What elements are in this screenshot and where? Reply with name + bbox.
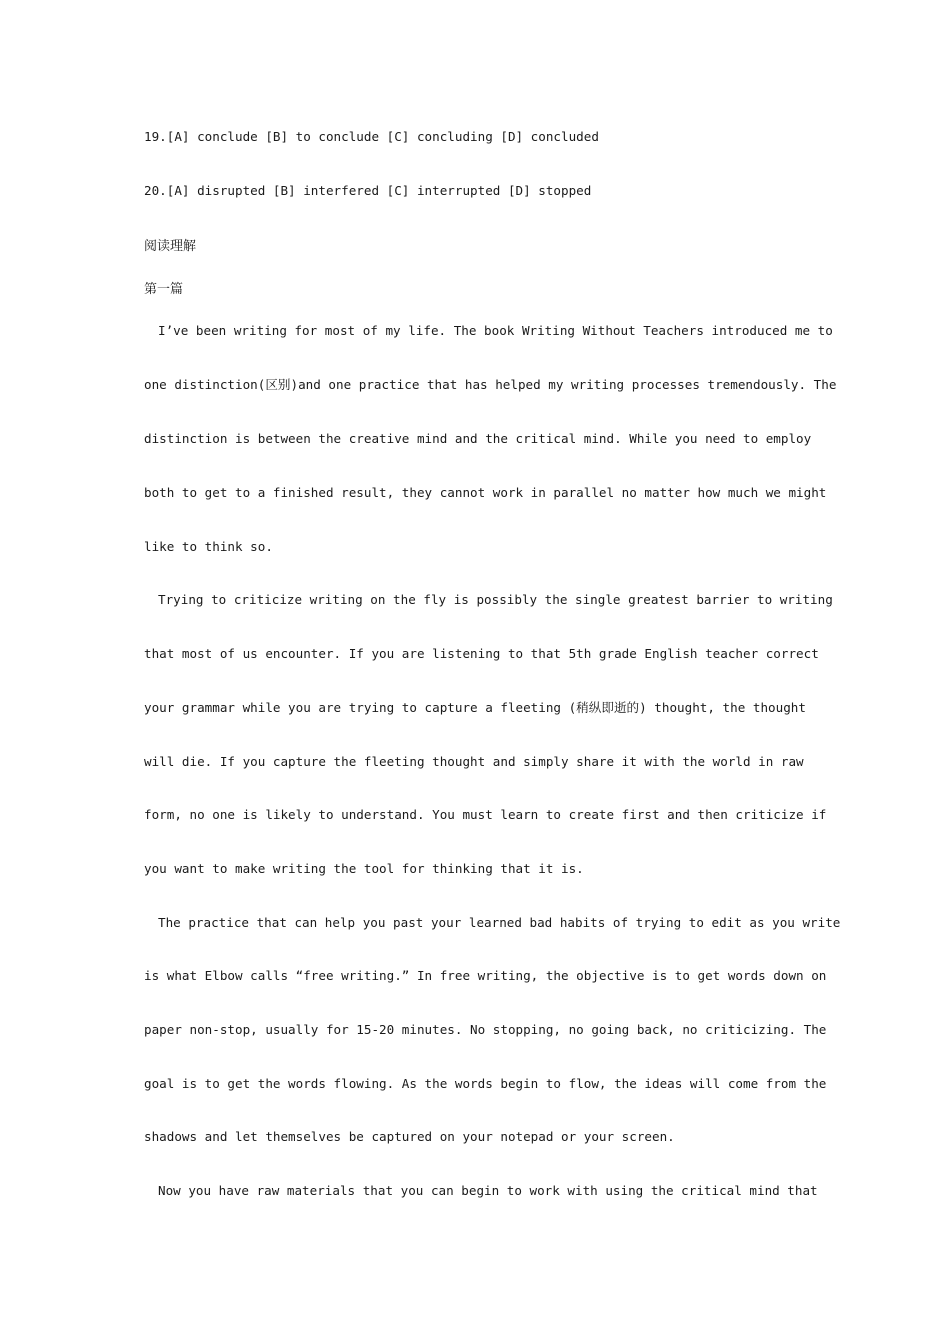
paragraph-line: paper non-stop, usually for 15-20 minutes. No stopping, no going back, no criticizing. The	[144, 1022, 827, 1037]
section-heading: 阅读理解	[144, 239, 197, 254]
paragraph-line: your grammar while you are trying to capture a fleeting (稍纵即逝的) thought, the thought	[144, 700, 806, 715]
paragraph-line: will die. If you capture the fleeting thought and simply share it with the world in raw	[144, 754, 804, 769]
question-19: 19.[A] conclude [B] to conclude [C] concluding [D] concluded	[144, 129, 599, 144]
question-20: 20.[A] disrupted [B] interfered [C] interrupted [D] stopped	[144, 183, 592, 198]
paragraph-line: form, no one is likely to understand. You must learn to create first and then criticize if	[144, 807, 827, 822]
paragraph-line: Now you have raw materials that you can begin to work with using the critical mind that	[158, 1183, 818, 1198]
paragraph-line: one distinction(区别)and one practice that has helped my writing processes tremendously. The	[144, 377, 837, 392]
passage-heading: 第一篇	[144, 282, 184, 297]
paragraph-line: is what Elbow calls “free writing.” In free writing, the objective is to get words down on	[144, 968, 827, 983]
paragraph-line: The practice that can help you past your learned bad habits of trying to edit as you write	[158, 915, 841, 930]
paragraph-line: both to get to a finished result, they cannot work in parallel no matter how much we might	[144, 485, 827, 500]
paragraph-line: that most of us encounter. If you are listening to that 5th grade English teacher correct	[144, 646, 819, 661]
paragraph-line: like to think so.	[144, 539, 273, 554]
paragraph-line: distinction is between the creative mind and the critical mind. While you need to employ	[144, 431, 812, 446]
paragraph-line: you want to make writing the tool for thinking that it is.	[144, 861, 584, 876]
paragraph-line: I’ve been writing for most of my life. The book Writing Without Teachers introduced me to	[158, 323, 833, 338]
paragraph-line: goal is to get the words flowing. As the words begin to flow, the ideas will come from the	[144, 1076, 827, 1091]
paragraph-line: Trying to criticize writing on the fly is possibly the single greatest barrier to writing	[158, 592, 833, 607]
paragraph-line: shadows and let themselves be captured on your notepad or your screen.	[144, 1129, 675, 1144]
